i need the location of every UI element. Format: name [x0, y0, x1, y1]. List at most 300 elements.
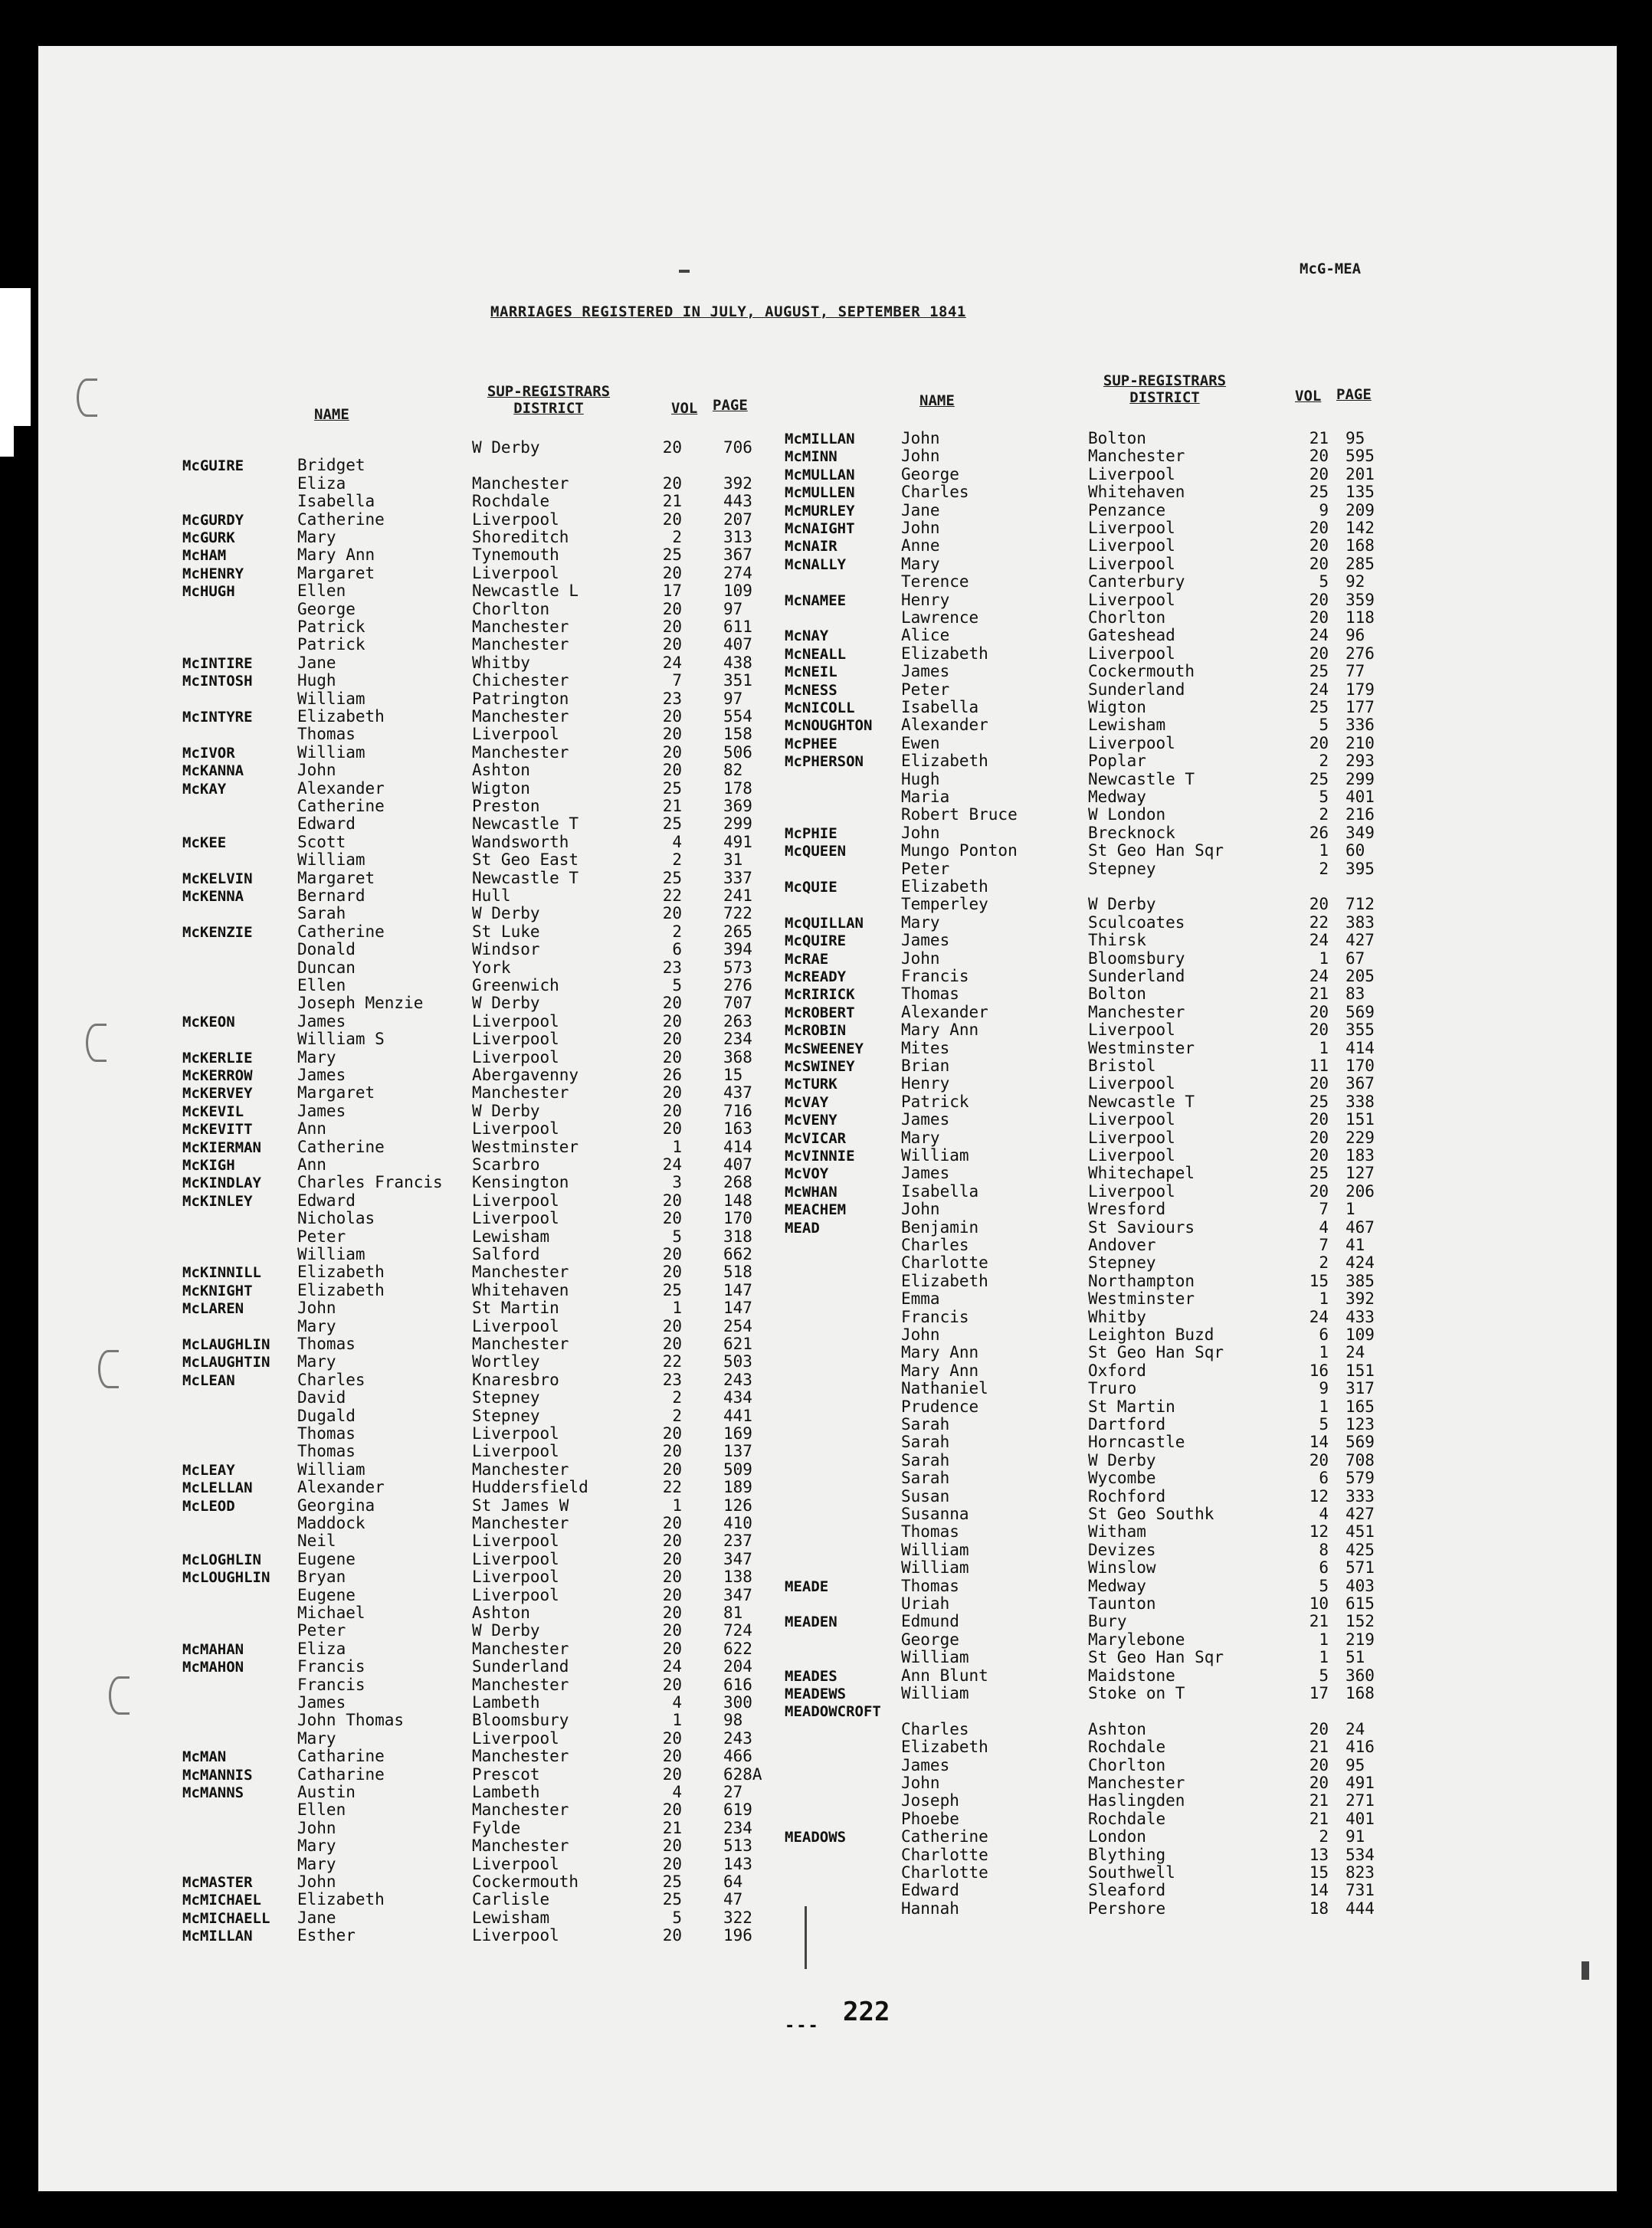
entry-forename: Bridget	[297, 456, 365, 475]
entry-page: 438	[723, 653, 752, 672]
entry-district: Chorlton	[1088, 608, 1166, 627]
entry-surname: McNALLY	[785, 555, 847, 573]
entry-district: Knaresbro	[472, 1370, 559, 1389]
entry-page: 98	[723, 1711, 743, 1730]
entry-district: Manchester	[472, 1335, 569, 1353]
entry-page: 569	[1346, 1433, 1375, 1452]
entry-district: Liverpool	[472, 725, 559, 744]
entry-page: 205	[1346, 967, 1375, 985]
entry-district: St Martin	[472, 1299, 559, 1318]
entry-surname: McINTOSH	[182, 673, 253, 690]
entry-page: 24	[1346, 1719, 1365, 1738]
entry-page: 619	[723, 1800, 752, 1820]
entry-district: Medway	[1088, 788, 1146, 806]
entry-surname: McKERROW	[182, 1067, 253, 1084]
entry-forename: Thomas	[901, 1576, 959, 1595]
entry-surname: McSWEENEY	[785, 1040, 864, 1057]
entry-district: Lambeth	[472, 1693, 540, 1712]
entry-district: Liverpool	[472, 563, 559, 582]
entry-forename: Thomas	[297, 725, 356, 744]
entry-page: 219	[1346, 1630, 1375, 1649]
edge-mark	[0, 288, 31, 426]
entry-surname: MEADOWCROFT	[785, 1703, 881, 1721]
entry-volume: 5	[1319, 1415, 1329, 1433]
entry-volume: 20	[662, 1011, 682, 1030]
entry-district: Canterbury	[1088, 572, 1185, 591]
entry-forename: Patrick	[901, 1092, 969, 1111]
entry-volume: 20	[1309, 1074, 1329, 1093]
entry-volume: 24	[662, 1657, 682, 1676]
entry-volume: 20	[662, 1245, 682, 1263]
entry-volume: 20	[662, 1532, 682, 1551]
entry-volume: 5	[672, 976, 682, 994]
entry-district: Lewisham	[472, 1227, 550, 1246]
entry-page: 210	[1346, 733, 1375, 752]
entry-page: 317	[1346, 1379, 1375, 1398]
entry-surname: McLEOD	[182, 1497, 235, 1515]
entry-volume: 1	[672, 1299, 682, 1318]
entry-district: Rochdale	[1088, 1809, 1166, 1828]
entry-forename: Alice	[901, 626, 950, 645]
entry-volume: 1	[1319, 1397, 1329, 1416]
entry-forename: Mary	[901, 554, 940, 573]
entry-forename: Ellen	[297, 976, 346, 994]
entry-page: 368	[723, 1047, 752, 1066]
entry-page: 263	[723, 1011, 752, 1030]
entry-district: Scarbro	[472, 1155, 540, 1174]
entry-page: 823	[1346, 1863, 1375, 1882]
entry-volume: 20	[662, 1263, 682, 1282]
entry-forename: John	[297, 1873, 336, 1891]
entry-district: Manchester	[472, 1747, 569, 1766]
entry-forename: Thomas	[901, 1522, 959, 1542]
entry-forename: Henry	[901, 590, 950, 609]
entry-surname: McIVOR	[182, 744, 235, 762]
entry-surname: McMILLAN	[182, 1928, 253, 1945]
entry-volume: 21	[1309, 985, 1329, 1004]
entry-forename: Mary Ann	[297, 546, 375, 565]
entry-page: 318	[723, 1227, 752, 1246]
entry-district: St Luke	[472, 922, 540, 941]
entry-volume: 20	[662, 1191, 682, 1210]
entry-district: Northampton	[1088, 1271, 1195, 1290]
entry-forename: John	[297, 1299, 336, 1318]
entry-forename: Mungo Ponton	[901, 841, 1018, 860]
entry-volume: 20	[662, 1621, 682, 1640]
entry-page: 338	[1346, 1092, 1375, 1111]
entry-district: Devizes	[1088, 1540, 1156, 1559]
district-header-line2: DISTRICT	[513, 400, 584, 417]
entry-page: 466	[723, 1747, 752, 1766]
entry-volume: 20	[662, 994, 682, 1013]
entry-forename: Mary	[297, 1728, 336, 1748]
entry-surname: McVICAR	[785, 1129, 847, 1147]
entry-volume: 20	[1309, 608, 1329, 627]
entry-forename: William	[297, 742, 365, 762]
entry-district: Manchester	[472, 1639, 569, 1658]
entry-volume: 18	[1309, 1899, 1329, 1918]
entry-page: 127	[1346, 1164, 1375, 1183]
entry-district: Stoke on T	[1088, 1684, 1185, 1702]
entry-page: 83	[1346, 985, 1365, 1004]
entry-forename: Duncan	[297, 958, 356, 977]
entry-forename: James	[297, 1101, 346, 1120]
entry-district: Cockermouth	[1088, 662, 1195, 681]
entry-forename: Mary Ann	[901, 1343, 979, 1362]
entry-surname: McMANNIS	[182, 1766, 253, 1784]
entry-volume: 5	[1319, 788, 1329, 806]
entry-district: Manchester	[472, 707, 569, 726]
entry-volume: 20	[662, 618, 682, 636]
entry-page: 77	[1346, 662, 1365, 681]
entry-district: Haslingden	[1088, 1791, 1185, 1810]
entry-volume: 20	[662, 1675, 682, 1694]
entry-volume: 6	[672, 940, 682, 959]
entry-page: 47	[723, 1890, 743, 1909]
entry-volume: 14	[1309, 1433, 1329, 1452]
entry-volume: 22	[662, 1478, 682, 1497]
entry-district: Liverpool	[1088, 590, 1175, 609]
entry-district: Brecknock	[1088, 823, 1175, 842]
entry-page: 265	[723, 922, 752, 941]
entry-district: St Geo Han Sqr	[1088, 1343, 1224, 1362]
entry-page: 716	[723, 1101, 752, 1120]
entry-page: 1	[1346, 1200, 1355, 1219]
entry-volume: 20	[1309, 464, 1329, 483]
entry-district: Manchester	[472, 635, 569, 654]
entry-volume: 20	[1309, 1719, 1329, 1738]
entry-surname: McGUIRE	[182, 457, 244, 475]
entry-forename: Elizabeth	[297, 1263, 385, 1282]
entry-page: 97	[723, 599, 743, 618]
district-header-right	[1080, 372, 1249, 406]
entry-surname: McMAHON	[182, 1659, 244, 1676]
punch-hole	[77, 378, 97, 417]
entry-district: Bolton	[1088, 429, 1146, 447]
entry-page: 518	[723, 1263, 752, 1282]
entry-volume: 20	[662, 1119, 682, 1139]
entry-district: Westminster	[1088, 1038, 1195, 1057]
entry-forename: Patrick	[297, 635, 365, 654]
entry-volume: 20	[1309, 1755, 1329, 1774]
entry-volume: 1	[1319, 949, 1329, 968]
entry-page: 427	[1346, 931, 1375, 950]
entry-volume: 5	[672, 1908, 682, 1927]
entry-district: Penzance	[1088, 500, 1166, 519]
entry-district: Maidstone	[1088, 1666, 1175, 1685]
entry-forename: Scott	[297, 832, 346, 851]
entry-surname: McQUILLAN	[785, 914, 864, 932]
entry-page: 241	[723, 886, 752, 905]
entry-page: 437	[723, 1083, 752, 1103]
entry-page: 394	[723, 940, 752, 959]
entry-page: 299	[723, 814, 752, 834]
entry-surname: McSWINEY	[785, 1058, 855, 1075]
entry-district: St Geo Han Sqr	[1088, 1648, 1224, 1667]
entry-volume: 21	[1309, 1738, 1329, 1757]
entry-surname: McRAE	[785, 950, 829, 968]
entry-page: 109	[723, 582, 752, 601]
entry-forename: Esther	[297, 1926, 356, 1945]
entry-volume: 21	[1309, 429, 1329, 447]
entry-district: Whitehaven	[1088, 483, 1185, 502]
entry-volume: 11	[1309, 1057, 1329, 1075]
entry-page: 712	[1346, 895, 1375, 914]
entry-surname: McHUGH	[182, 583, 235, 601]
entry-surname: MEADE	[785, 1578, 829, 1595]
entry-volume: 24	[662, 1155, 682, 1174]
entry-page: 95	[1346, 429, 1365, 447]
entry-volume: 2	[672, 1406, 682, 1425]
entry-forename: Mary Ann	[901, 1361, 979, 1380]
name-header-left: NAME	[314, 406, 349, 423]
entry-surname: McNAMEE	[785, 591, 847, 609]
entry-page: 401	[1346, 1809, 1375, 1828]
entry-volume: 2	[1319, 805, 1329, 824]
entry-forename: Eugene	[297, 1549, 356, 1568]
entry-volume: 17	[1309, 1684, 1329, 1702]
entry-forename: Joseph Menzie	[297, 994, 424, 1013]
entry-volume: 25	[1309, 1164, 1329, 1183]
entry-district: Hull	[472, 886, 511, 905]
entry-district: Liverpool	[472, 1568, 559, 1587]
entry-district: Whitby	[472, 653, 530, 672]
entry-page: 506	[723, 742, 752, 762]
district-header-line1: SUP-REGISTRARS	[1103, 372, 1227, 389]
entry-forename: John	[901, 949, 940, 968]
entry-volume: 20	[662, 1424, 682, 1443]
entry-forename: Dugald	[297, 1406, 356, 1425]
entry-volume: 3	[672, 1173, 682, 1192]
entry-forename: Margaret	[297, 868, 375, 887]
entry-page: 407	[723, 1155, 752, 1174]
entry-forename: Mites	[901, 1038, 950, 1057]
entry-page: 392	[1346, 1289, 1375, 1309]
entry-page: 135	[1346, 483, 1375, 502]
entry-forename: James	[297, 1066, 346, 1084]
entry-volume: 2	[672, 922, 682, 941]
entry-forename: James	[901, 1110, 950, 1129]
entry-page: 67	[1346, 949, 1365, 968]
entry-district: Liverpool	[472, 1047, 559, 1066]
entry-volume: 6	[1319, 1469, 1329, 1488]
entry-page: 333	[1346, 1486, 1375, 1506]
entry-forename: Catherine	[297, 797, 385, 815]
entry-surname: McKEE	[182, 834, 227, 851]
entry-volume: 25	[662, 1890, 682, 1909]
entry-district: Westminster	[472, 1137, 579, 1156]
entry-volume: 26	[662, 1066, 682, 1084]
entry-surname: McKANNA	[182, 762, 244, 780]
entry-district: Manchester	[472, 1675, 569, 1694]
entry-forename: Temperley	[901, 895, 988, 914]
entry-volume: 21	[1309, 1809, 1329, 1828]
entry-forename: Elizabeth	[901, 644, 988, 663]
entry-volume: 24	[1309, 931, 1329, 950]
entry-page: 407	[723, 635, 752, 654]
entry-forename: James	[901, 931, 950, 950]
entry-district: Whitby	[1088, 1307, 1146, 1326]
entry-volume: 20	[662, 1926, 682, 1945]
entry-district: Bristol	[1088, 1057, 1156, 1075]
entry-volume: 20	[1309, 1021, 1329, 1040]
entry-district: Medway	[1088, 1576, 1146, 1595]
entry-forename: Ann	[297, 1155, 326, 1174]
entry-district: Stepney	[1088, 1253, 1156, 1273]
entry-page: 178	[723, 778, 752, 798]
entry-surname: McLAUGHTIN	[182, 1354, 270, 1371]
entry-page: 571	[1346, 1558, 1375, 1578]
entry-forename: Edward	[901, 1881, 959, 1900]
entry-district: Liverpool	[472, 1854, 559, 1873]
entry-district: Thirsk	[1088, 931, 1146, 950]
entry-surname: McNESS	[785, 681, 837, 699]
entry-surname: McKNIGHT	[182, 1282, 253, 1299]
entry-surname: McPHEE	[785, 735, 837, 752]
entry-forename: Mary	[297, 1352, 336, 1371]
entry-page: 268	[723, 1173, 752, 1192]
entry-district: Liverpool	[1088, 554, 1175, 573]
entry-forename: Alexander	[901, 716, 988, 735]
entry-forename: Maria	[901, 788, 950, 806]
entry-page: 410	[723, 1514, 752, 1532]
entry-page: 509	[723, 1460, 752, 1479]
entry-forename: Elizabeth	[901, 752, 988, 771]
district-header-left	[464, 383, 633, 417]
entry-forename: Catherine	[297, 1137, 385, 1156]
entry-page: 662	[723, 1245, 752, 1263]
entry-district: Liverpool	[472, 1926, 559, 1945]
entry-page: 611	[723, 618, 752, 636]
entry-volume: 20	[662, 1585, 682, 1604]
entry-volume: 4	[672, 832, 682, 851]
entry-district: Pershore	[1088, 1899, 1166, 1918]
entry-forename: Hugh	[901, 769, 940, 788]
entry-page: 595	[1346, 447, 1375, 466]
entry-surname: MEADEWS	[785, 1686, 847, 1702]
page-header-right: PAGE	[1336, 386, 1372, 403]
entry-forename: Brian	[901, 1057, 950, 1075]
entry-volume: 9	[1319, 500, 1329, 519]
entry-forename: Peter	[901, 859, 950, 878]
entry-volume: 25	[662, 814, 682, 834]
district-header-line1: SUP-REGISTRARS	[487, 383, 611, 400]
entry-district: Abergavenny	[472, 1066, 579, 1084]
punch-hole	[86, 1024, 107, 1062]
entry-forename: George	[901, 464, 959, 483]
entry-forename: James	[901, 1164, 950, 1183]
entry-surname: MEACHEM	[785, 1201, 847, 1219]
entry-district: Kensington	[472, 1173, 569, 1192]
entry-volume: 20	[1309, 1110, 1329, 1129]
entry-district: St Martin	[1088, 1397, 1175, 1416]
entry-volume: 6	[1319, 1558, 1329, 1578]
entry-volume: 5	[1319, 1576, 1329, 1595]
entry-forename: Georgina	[297, 1496, 375, 1515]
entry-forename: Benjamin	[901, 1217, 979, 1237]
entry-district: Oxford	[1088, 1361, 1146, 1380]
entry-district: Liverpool	[1088, 1128, 1175, 1147]
entry-page: 170	[723, 1209, 752, 1228]
entry-forename: Elizabeth	[901, 877, 988, 896]
entry-forename: Sarah	[297, 904, 346, 923]
entry-surname: MEAD	[785, 1219, 820, 1237]
entry-page: 534	[1346, 1845, 1375, 1864]
entry-volume: 9	[1319, 1379, 1329, 1398]
entry-forename: Francis	[901, 1307, 969, 1326]
entry-forename: Margaret	[297, 1083, 375, 1103]
entry-forename: Francis	[901, 967, 969, 985]
entry-page: 299	[1346, 769, 1375, 788]
entry-page: 434	[723, 1388, 752, 1407]
entry-district: Fylde	[472, 1818, 521, 1837]
entry-forename: Eliza	[297, 473, 346, 493]
entry-surname: McMICHAEL	[182, 1892, 261, 1909]
entry-forename: Thomas	[297, 1424, 356, 1443]
entry-surname: McQUIRE	[785, 932, 847, 950]
entry-page: 300	[723, 1693, 752, 1712]
entry-page: 573	[723, 958, 752, 977]
entry-surname: McNAIR	[785, 538, 837, 555]
entry-volume: 20	[1309, 1774, 1329, 1792]
entry-district: Whitechapel	[1088, 1164, 1195, 1183]
entry-district: Liverpool	[1088, 464, 1175, 483]
entry-forename: Ann Blunt	[901, 1666, 988, 1685]
entry-page: 708	[1346, 1450, 1375, 1469]
entry-district: Wandsworth	[472, 832, 569, 851]
entry-page: 383	[1346, 912, 1375, 932]
entry-surname: McKERLIE	[182, 1049, 253, 1066]
entry-page: 451	[1346, 1522, 1375, 1542]
entry-district: Liverpool	[472, 1011, 559, 1030]
entry-volume: 20	[662, 742, 682, 762]
entry-page: 254	[723, 1316, 752, 1335]
entry-page: 414	[1346, 1038, 1375, 1057]
entry-page: 216	[1346, 805, 1375, 824]
entry-district: Lewisham	[472, 1908, 550, 1927]
entry-forename: Elizabeth	[901, 1271, 988, 1290]
entry-page: 142	[1346, 519, 1375, 537]
entry-forename: Elizabeth	[297, 1280, 385, 1299]
footer-mark: ---	[785, 2017, 820, 2036]
entry-district: Huddersfield	[472, 1478, 588, 1497]
entry-page: 158	[723, 725, 752, 744]
entry-volume: 24	[1309, 680, 1329, 699]
entry-volume: 20	[1309, 733, 1329, 752]
entry-district: Manchester	[472, 1836, 569, 1856]
entry-volume: 1	[1319, 1343, 1329, 1362]
entry-surname: McKEON	[182, 1013, 235, 1030]
entry-page: 151	[1346, 1361, 1375, 1380]
entry-volume: 20	[662, 1083, 682, 1103]
entry-forename: Lawrence	[901, 608, 979, 627]
entry-district: Liverpool	[1088, 733, 1175, 752]
entry-surname: McVENY	[785, 1112, 837, 1129]
index-code: McG-MEA	[1300, 260, 1362, 277]
entry-volume: 2	[1319, 1827, 1329, 1846]
entry-district: Manchester	[472, 473, 569, 493]
entry-page: 143	[723, 1854, 752, 1873]
entry-district: Winslow	[1088, 1558, 1156, 1578]
entry-forename: James	[901, 1755, 950, 1774]
entry-forename: Emma	[901, 1289, 940, 1309]
entry-page: 92	[1346, 572, 1365, 591]
edge-mark	[0, 426, 14, 457]
entry-volume: 20	[1309, 519, 1329, 537]
entry-district: Bury	[1088, 1612, 1127, 1631]
entry-surname: McNICOLL	[785, 700, 855, 716]
entry-page: 148	[723, 1191, 752, 1210]
